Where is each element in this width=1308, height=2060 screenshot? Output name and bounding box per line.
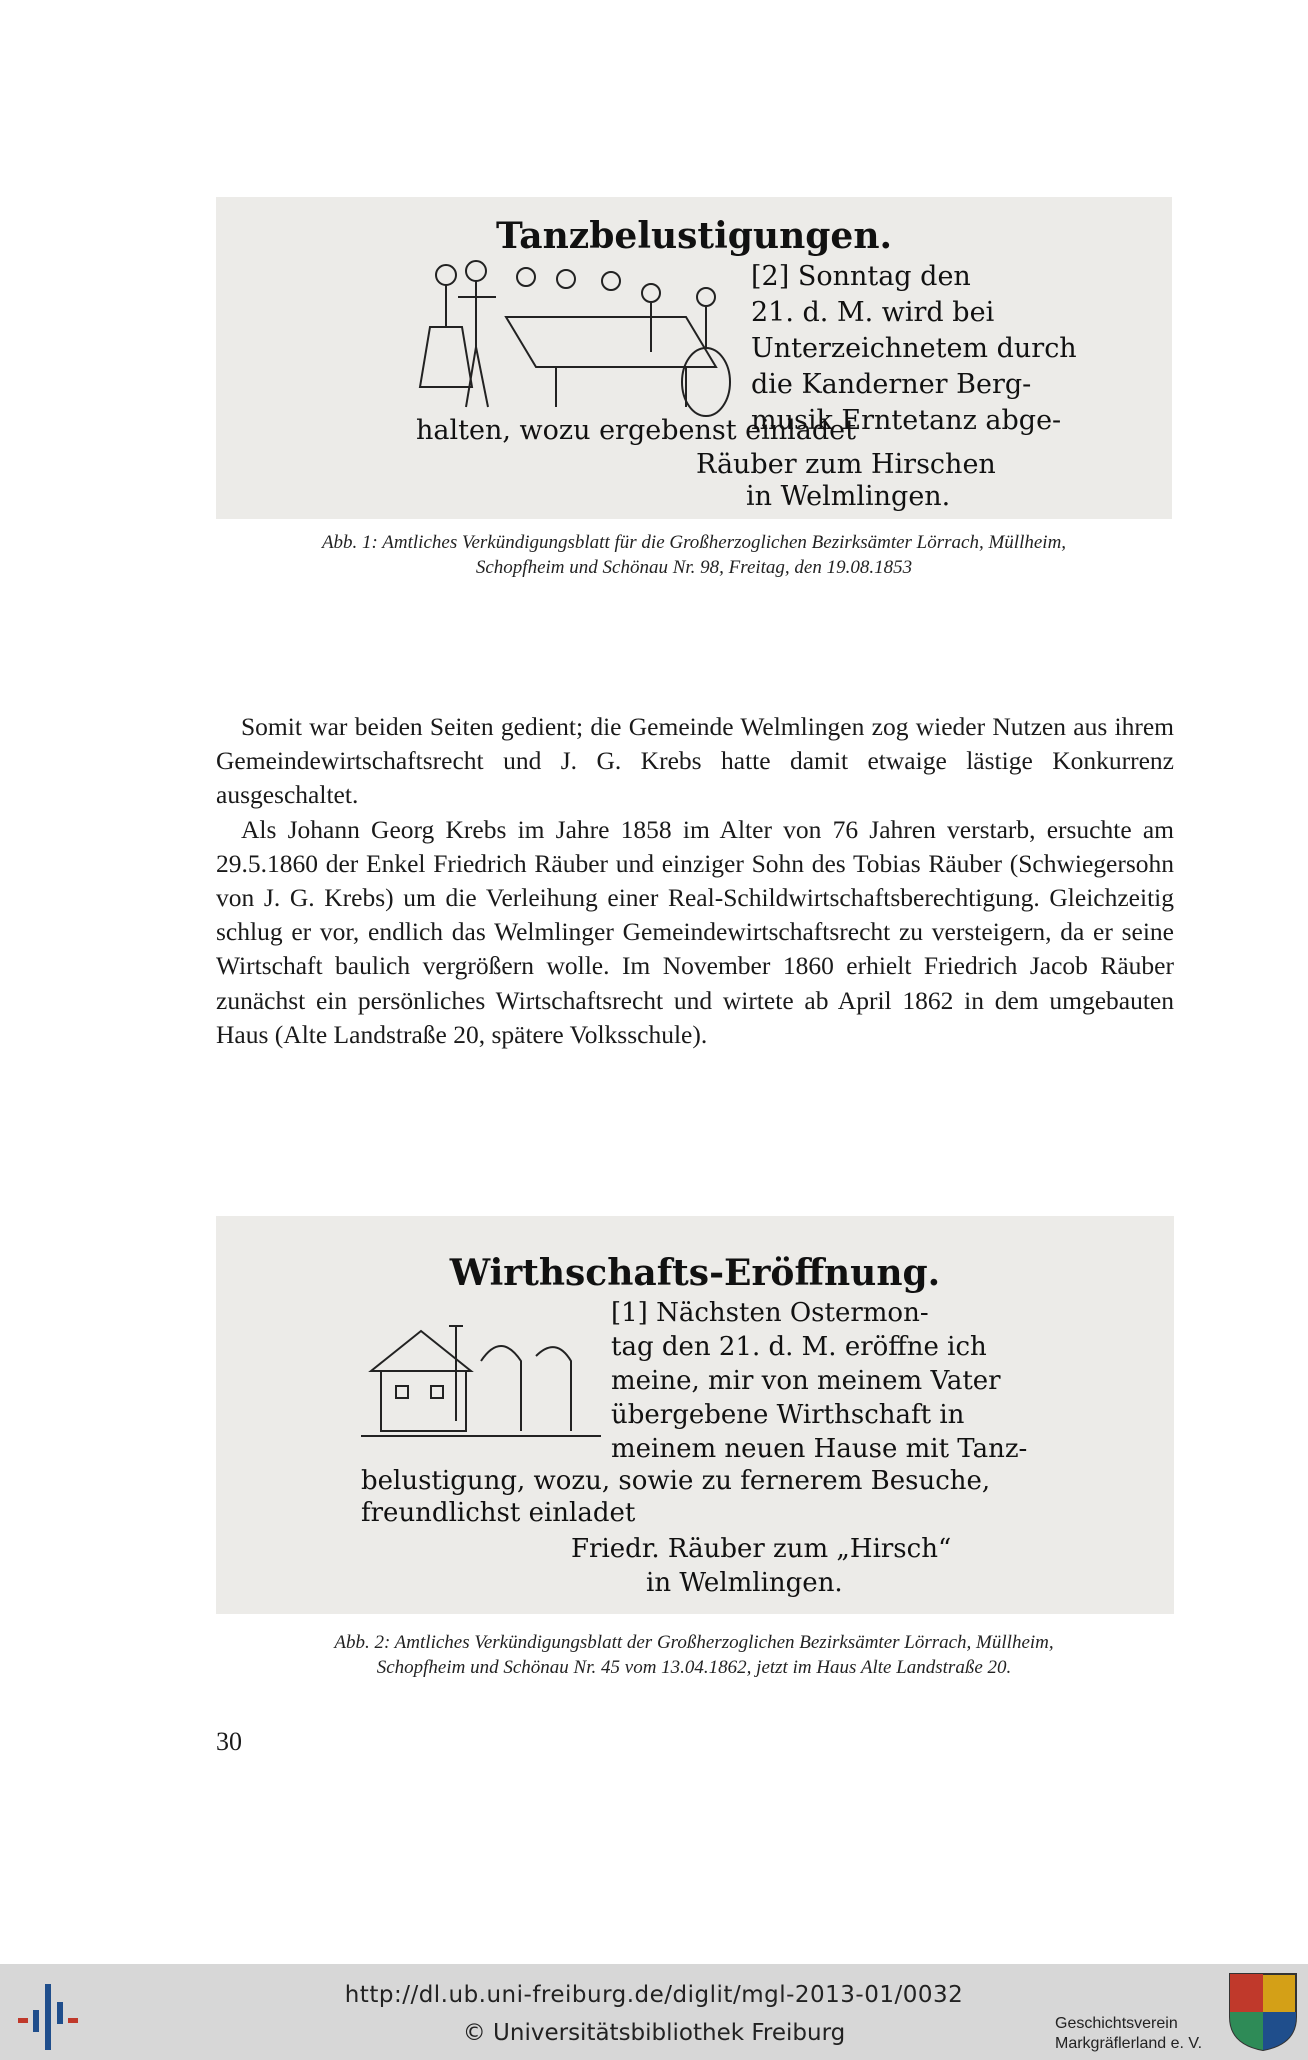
footer: [0, 1964, 1308, 2060]
figure-1-signature: Räuber zum Hirschen: [696, 449, 996, 480]
society-name: Geschichtsverein Markgräflerland e. V.: [1055, 2015, 1203, 2052]
copyright-notice: © Universitätsbibliothek Freiburg: [462, 2020, 846, 2046]
paragraph: Somit war beiden Seiten gedient; die Gemeinde Welmlingen zog wieder Nutzen aus ihrem Gemeindewirtschaftsrecht und J. G. Krebs hatte damit etwaige lästige Konkurrenz ausgeschaltet.: [216, 712, 1174, 810]
paragraph: Als Johann Georg Krebs im Jahre 1858 im Alter von 76 Jahren verstarb, ersuchte am 29.5.1860 der Enkel Friedrich Räuber und einziger Sohn des Tobias Räuber (Schwiegersohn von J. G. Krebs) um die Verleihung einer Real-Schildwirtschaftsberechtigung. Gleichzeitig schlug er vor, endlich das Welmlinger Gemeindewirtschaftsrecht zu versteigern, da er seine Wirtschaft baulich vergrößern wolle. Im November 1860 erhielt Friedrich Jacob Räuber zunächst ein persönliches Wirtschaftsrecht und wirtete ab April 1862 in dem umgebauten Haus (Alte Landstraße 20, spätere Volksschule).: [216, 814, 1174, 1049]
figure-2-text-right: [1] Nächsten Ostermon- tag den 21. d. M. eröffne ich meine, mir von meinem Vater übergebene Wirthschaft in meinem neuen Hause mit Tanz-: [611, 1298, 1028, 1464]
figure-1-text-right: [2] Sonntag den 21. d. M. wird bei Unterzeichnetem durch die Kanderner Berg- musik Erntetanz abge-: [751, 261, 1077, 436]
document-url[interactable]: http://dl.ub.uni-freiburg.de/diglit/mgl-2013-01/0032: [344, 1982, 964, 2008]
tavern-illustration: [361, 1311, 611, 1461]
coat-of-arms-icon: [1228, 1972, 1298, 2052]
body-text: [216, 710, 1174, 1052]
figure-1-caption: Abb. 1: Amtliches Verkündigungsblatt für die Großherzoglichen Bezirksämter Lörrach, Müllheim, Schopfheim und Schönau Nr. 98, Freitag, den 19.08.1853: [321, 532, 1067, 578]
figure-2-signature-place: in Welmlingen.: [646, 1568, 843, 1598]
figure-1-text-full: halten, wozu ergebenst einladet: [416, 415, 857, 446]
figure-2-title: Wirthschafts-Eröffnung.: [449, 1252, 941, 1294]
page-number: 30: [216, 1727, 242, 1756]
figure-2-caption: Abb. 2: Amtliches Verkündigungsblatt der Großherzoglichen Bezirksämter Lörrach, Müllheim, Schopfheim und Schönau Nr. 45 vom 13.04.1862, jetzt im Haus Alte Landstraße 20.: [334, 1632, 1054, 1678]
figure-1-scan: [216, 197, 1172, 519]
dance-illustration: [416, 257, 756, 427]
figure-2-text-full: freundlichst einladet: [361, 1498, 636, 1528]
figure-1-signature-place: in Welmlingen.: [746, 481, 951, 512]
figure-2-signature: Friedr. Räuber zum „Hirsch“: [571, 1534, 952, 1564]
figure-2-scan: [216, 1216, 1174, 1614]
figure-2-text-full: belustigung, wozu, sowie zu fernerem Besuche,: [361, 1466, 991, 1496]
figure-1-title: Tanzbelustigungen.: [495, 215, 893, 257]
